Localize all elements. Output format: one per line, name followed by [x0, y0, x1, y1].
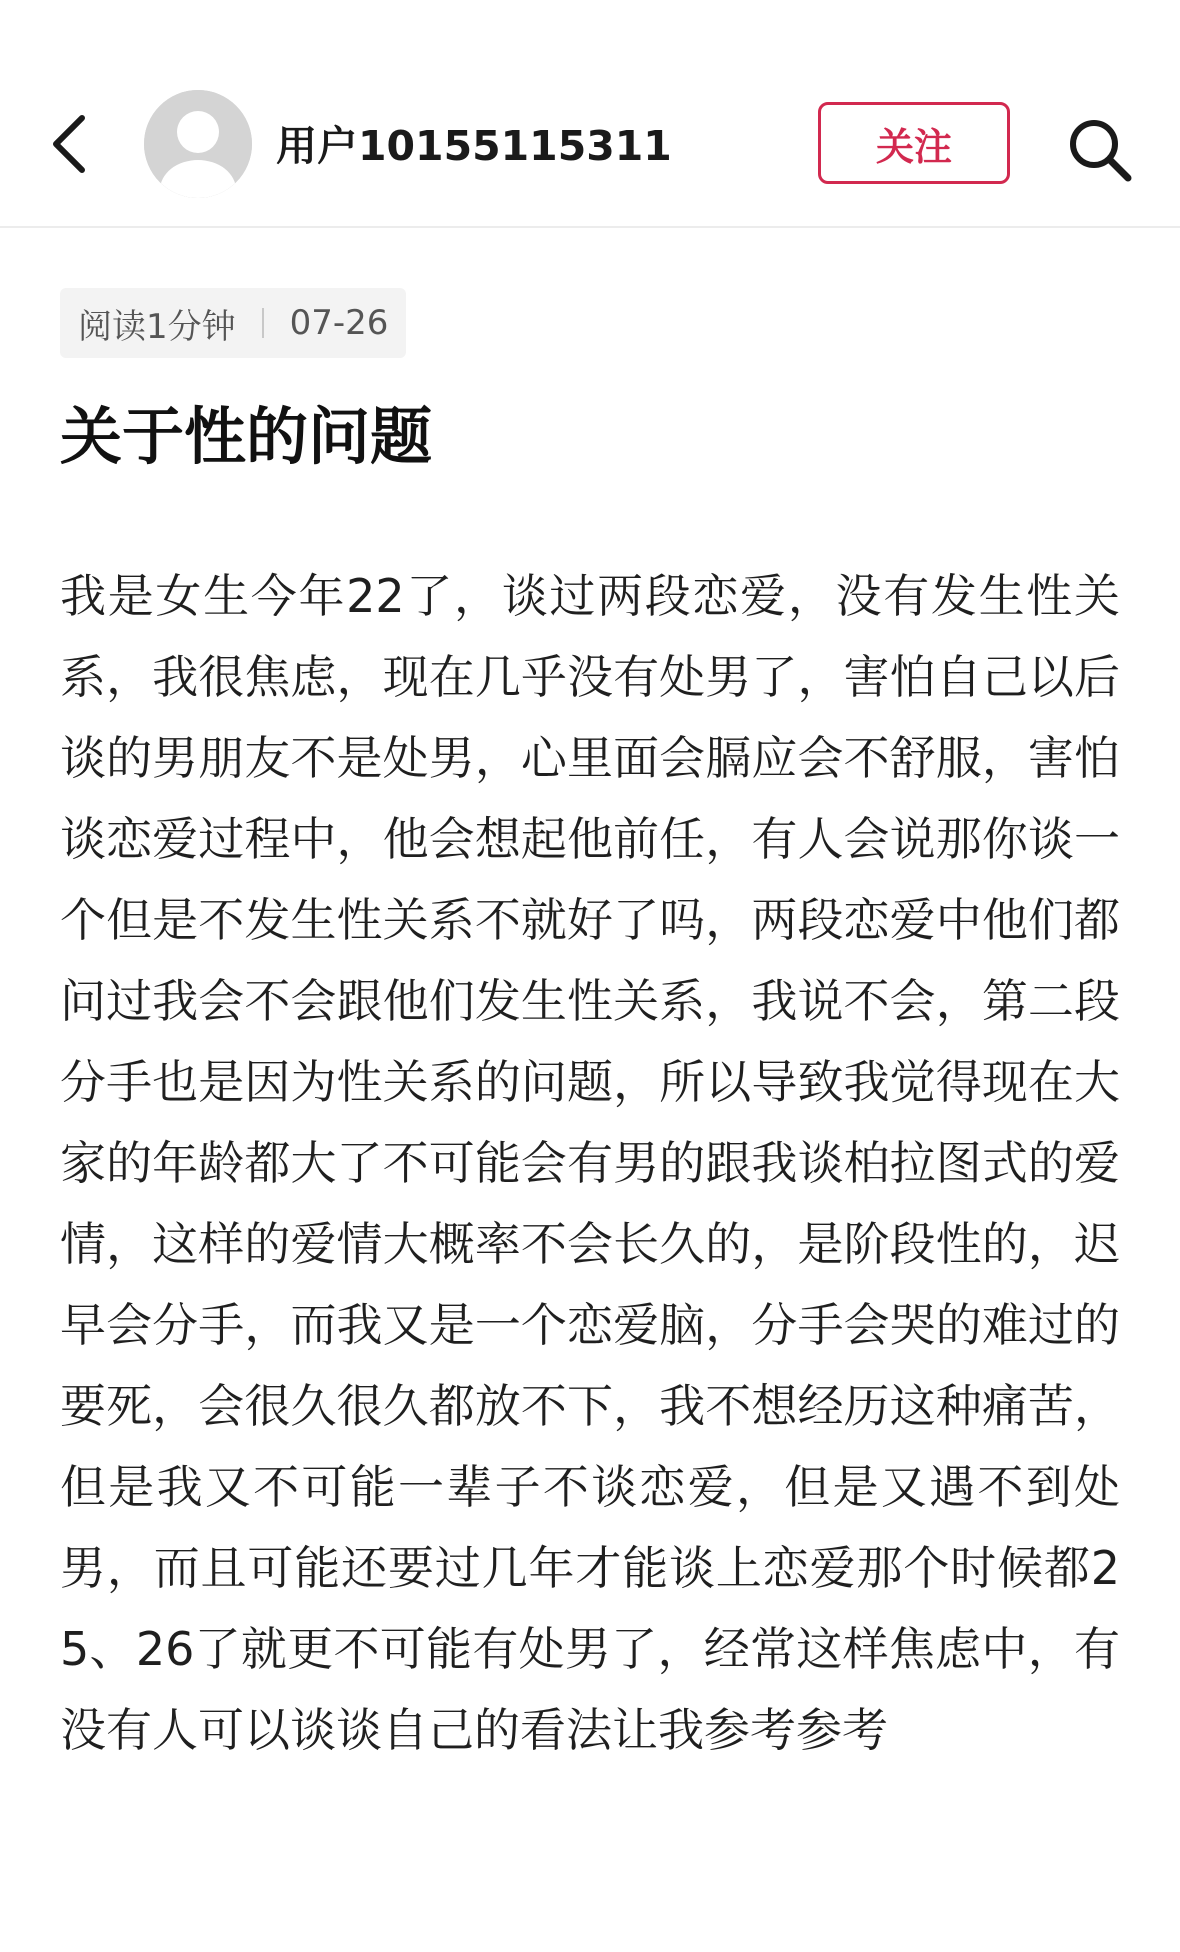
- meta-divider: [262, 308, 264, 338]
- top-bar: [0, 0, 1180, 228]
- user-avatar-icon: [144, 90, 252, 198]
- username[interactable]: 用户10155115311: [276, 122, 672, 170]
- follow-button[interactable]: [818, 102, 1010, 184]
- follow-button-label: 关注: [875, 124, 952, 169]
- read-time: 阅读1分钟: [78, 306, 236, 347]
- chevron-left-icon: [44, 108, 96, 180]
- avatar[interactable]: [144, 90, 252, 198]
- search-icon: [1064, 114, 1134, 184]
- article-meta: [60, 288, 406, 358]
- article-title: 关于性的问题: [60, 400, 433, 473]
- article-body: 我是女生今年22了，谈过两段恋爱，没有发生性关系，我很焦虑，现在几乎没有处男了，害怕自己以后谈的男朋友不是处男，心里面会膈应会不舒服，害怕谈恋爱过程中，他会想起他前任，有人会说那你谈一个但是不发生性关系不就好了吗，两段恋爱中他们都问过我会不会跟他们发生性关系，我说不会，第二段分手也是因为性关系的问题，所以导致我觉得现在大家的年龄都大了不可能会有男的跟我谈柏拉图式的爱情，这样的爱情大概率不会长久的，是阶段性的，迟早会分手，而我又是一个恋爱脑，分手会哭的难过的要死，会很久很久都放不下，我不想经历这种痛苦，但是我又不可能一辈子不谈恋爱，但是又遇不到处男，而且可能还要过几年才能谈上恋爱那个时候都25、26了就更不可能有处男了，经常这样焦虑中，有没有人可以谈谈自己的看法让我参考参考: [60, 569, 1120, 1757]
- publish-date: 07-26: [289, 303, 389, 343]
- back-button[interactable]: [44, 108, 96, 180]
- search-button[interactable]: [1064, 114, 1134, 184]
